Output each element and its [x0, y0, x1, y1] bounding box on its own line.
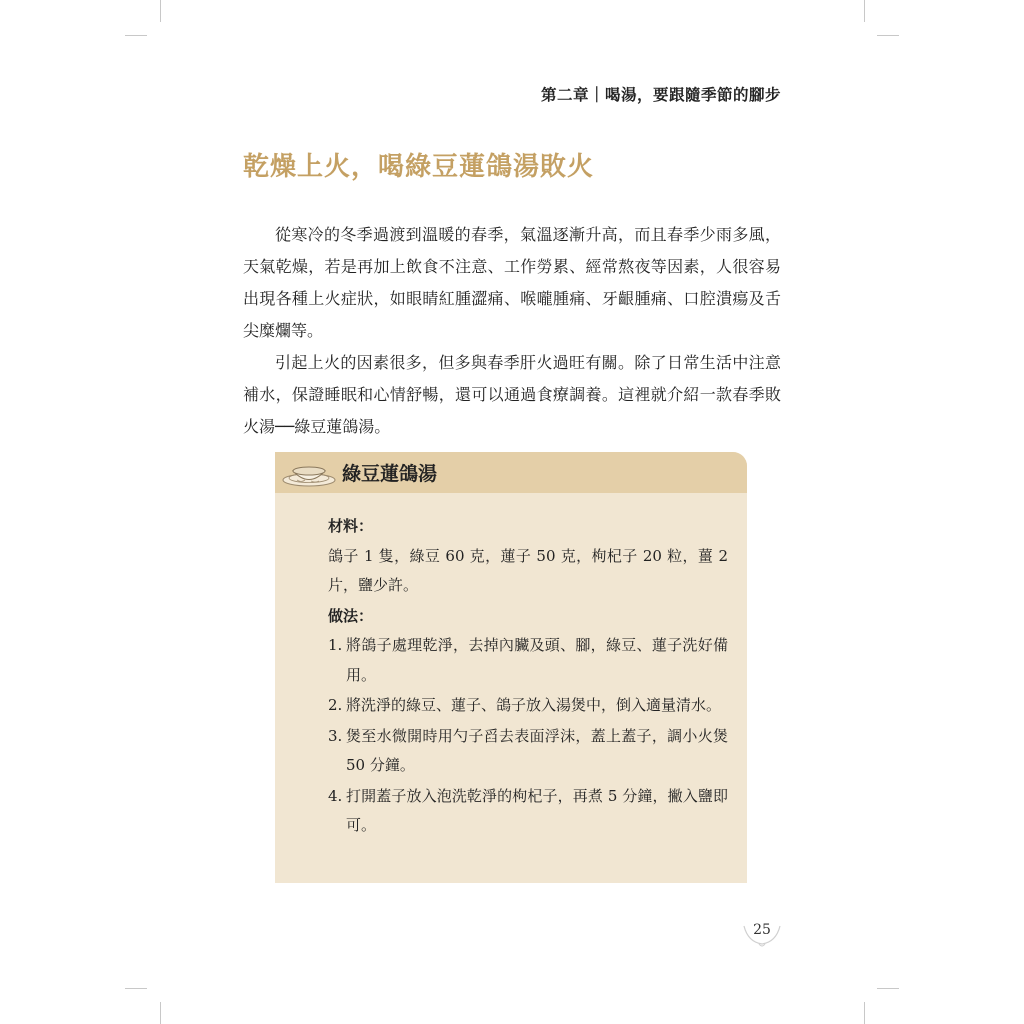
step-number: 4. [328, 786, 343, 805]
paragraph: 從寒冷的冬季過渡到溫暖的春季，氣溫逐漸升高，而且春季少雨多風，天氣乾燥，若是再加上飲食不注意、工作勞累、經常熬夜等因素，人很容易出現各種上火症狀，如眼睛紅腫澀痛、喉嚨腫痛、牙齦腫痛、口腔潰瘍及舌尖糜爛等。 [243, 225, 781, 340]
section-title: 乾燥上火，喝綠豆蓮鴿湯敗火 [243, 152, 595, 182]
crop-mark [877, 988, 899, 989]
paragraph: 引起上火的因素很多，但多與春季肝火過旺有關。除了日常生活中注意補水，保證睡眠和心情舒暢，還可以通過食療調養。這裡就介紹一款春季敗火湯──綠豆蓮鴿湯。 [243, 353, 781, 436]
page-number-ornament [742, 918, 782, 950]
page-number: 25 [753, 922, 771, 938]
list-item [328, 631, 728, 690]
step-text: 煲至水微開時用勺子舀去表面浮沫，蓋上蓋子，調小火煲 50 分鐘。 [346, 726, 728, 774]
step-number: 3. [328, 726, 343, 745]
ingredients-label: 材料： [328, 517, 374, 535]
step-text: 將鴿子處理乾淨，去掉內臟及頭、腳，綠豆、蓮子洗好備用。 [346, 636, 728, 684]
crop-mark [877, 35, 899, 36]
list-item [328, 722, 728, 781]
recipe-header [275, 452, 747, 493]
body-text [243, 219, 781, 443]
recipe-box [275, 452, 747, 883]
method-label: 做法： [328, 606, 374, 625]
recipe-title: 綠豆蓮鴿湯 [342, 463, 438, 485]
step-number: 2. [328, 696, 343, 714]
ingredients-text: 鴿子 1 隻，綠豆 60 克，蓮子 50 克，枸杞子 20 粒，薑 2 片，鹽少許。 [328, 546, 728, 594]
crop-mark [160, 1002, 161, 1024]
recipe-body [328, 512, 728, 842]
list-item [328, 782, 728, 841]
list-item [328, 691, 728, 721]
step-text: 將洗淨的綠豆、蓮子、鴿子放入湯煲中，倒入適量清水。 [346, 696, 722, 714]
soup-bowl-icon [281, 458, 337, 488]
crop-mark [125, 35, 147, 36]
crop-mark [864, 1002, 865, 1024]
crop-mark [160, 0, 161, 22]
step-text: 打開蓋子放入泡洗乾淨的枸杞子，再煮 5 分鐘，撇入鹽即可。 [346, 786, 728, 834]
running-head: 第二章｜喝湯，要跟隨季節的腳步 [540, 86, 781, 104]
step-number: 1. [328, 636, 343, 654]
steps-list [328, 631, 728, 841]
crop-mark [864, 0, 865, 22]
crop-mark [125, 988, 147, 989]
